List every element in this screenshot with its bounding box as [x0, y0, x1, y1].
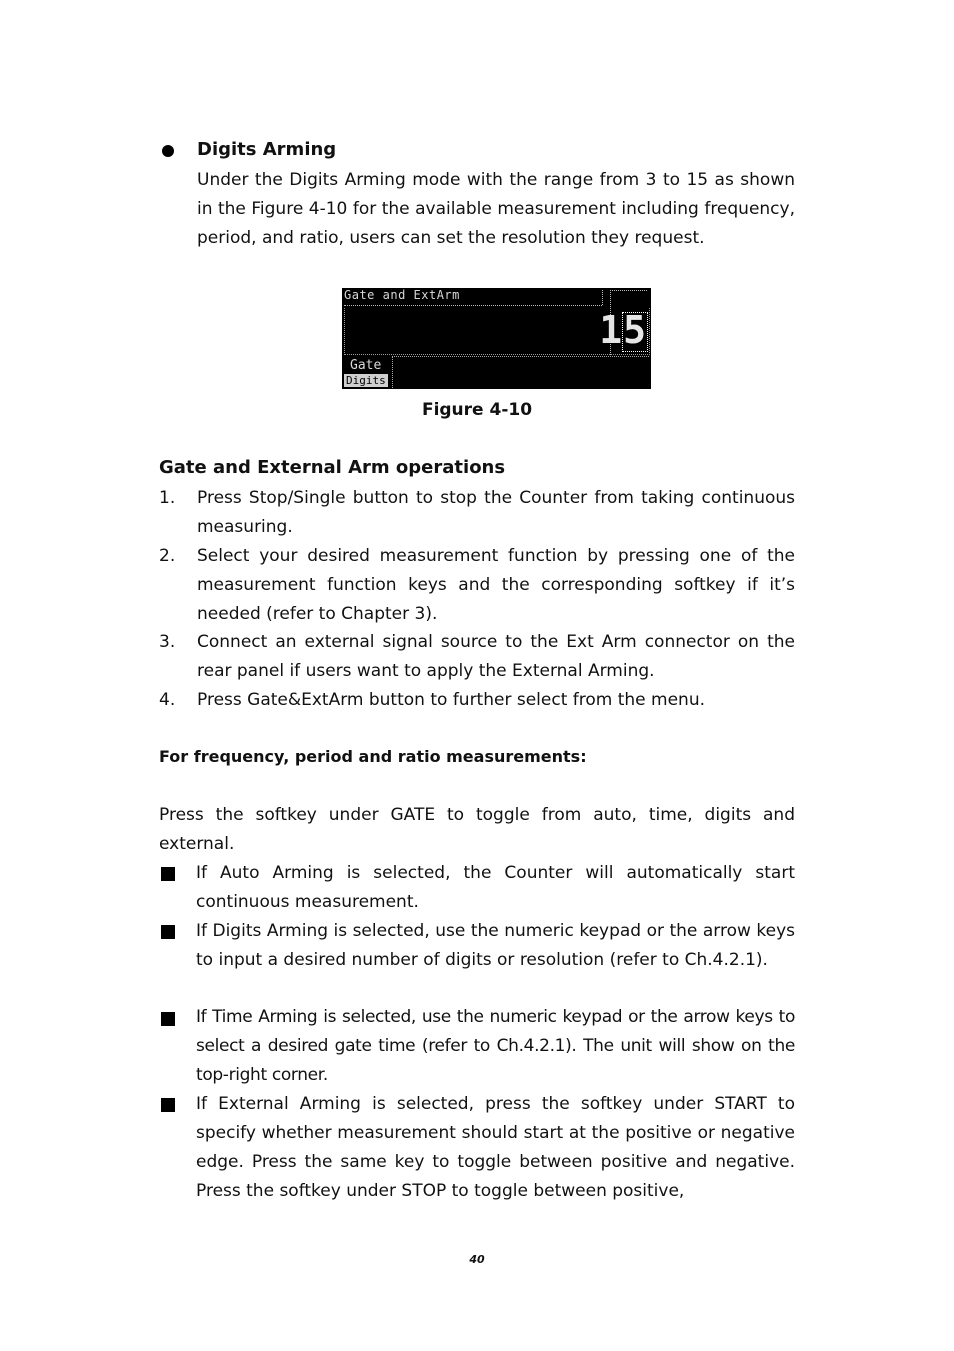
- lcd-softkey-area: [392, 356, 649, 388]
- subsection-heading: For frequency, period and ratio measurements:: [159, 747, 587, 766]
- step-text: Connect an external signal source to the Ext Arm connector on the rear panel if users want to apply the External Arming.: [197, 632, 795, 681]
- list-item: If External Arming is selected, press the softkey under START to specify whether measurement should start at the positive or negative edge. Press the same key to toggle between positive and negative. Press the softkey under STOP to toggle between positive,: [196, 1094, 795, 1201]
- list-item: If Time Arming is selected, use the numeric keypad or the arrow keys to select a desired gate time (refer to Ch.4.2.1). The unit will show on the top-right corner.: [196, 1007, 795, 1085]
- step-number: 3.: [159, 632, 176, 652]
- section-heading-gate-operations: Gate and External Arm operations: [159, 457, 506, 478]
- step-number: 1.: [159, 488, 176, 508]
- lcd-digits-value: 15: [599, 308, 647, 352]
- step-text: Select your desired measurement function by pressing one of the measurement function keys and the corresponding softkey if it’s needed (refer to Chapter 3).: [197, 546, 795, 624]
- square-bullet: [161, 1098, 175, 1112]
- square-bullet: [161, 1012, 175, 1026]
- intro-paragraph: Press the softkey under GATE to toggle from auto, time, digits and external.: [159, 805, 795, 854]
- section-heading-digits-arming: Digits Arming: [197, 139, 337, 160]
- lcd-title-divider: [602, 290, 603, 305]
- lcd-screen-title: Gate and ExtArm: [344, 288, 460, 302]
- lcd-softkey-value: Digits: [346, 374, 386, 387]
- figure-caption: Figure 4-10: [421, 400, 533, 420]
- step-text: Press Stop/Single button to stop the Counter from taking continuous measuring.: [197, 488, 795, 537]
- paragraph-digits-arming: Under the Digits Arming mode with the range from 3 to 15 as shown in the Figure 4-10 for the available measurement including frequency, period, and ratio, users can set the resolution they request.: [197, 170, 795, 248]
- page-number: 40: [469, 1253, 485, 1266]
- step-number: 2.: [159, 546, 176, 566]
- list-item: If Digits Arming is selected, use the numeric keypad or the arrow keys to input a desired number of digits or resolution (refer to Ch.4.2.1).: [196, 921, 795, 970]
- step-text: Press Gate&ExtArm button to further select from the menu.: [197, 690, 706, 710]
- bullet-dot: [162, 145, 174, 157]
- lcd-cursor: [622, 312, 648, 352]
- square-bullet: [161, 925, 175, 939]
- lcd-title-underline: [344, 305, 602, 306]
- lcd-screen-figure: [342, 288, 651, 389]
- square-bullet: [161, 867, 175, 881]
- lcd-softkey-label: Gate: [350, 358, 382, 373]
- step-number: 4.: [159, 690, 176, 710]
- list-item: If Auto Arming is selected, the Counter will automatically start continuous measurement.: [196, 863, 795, 912]
